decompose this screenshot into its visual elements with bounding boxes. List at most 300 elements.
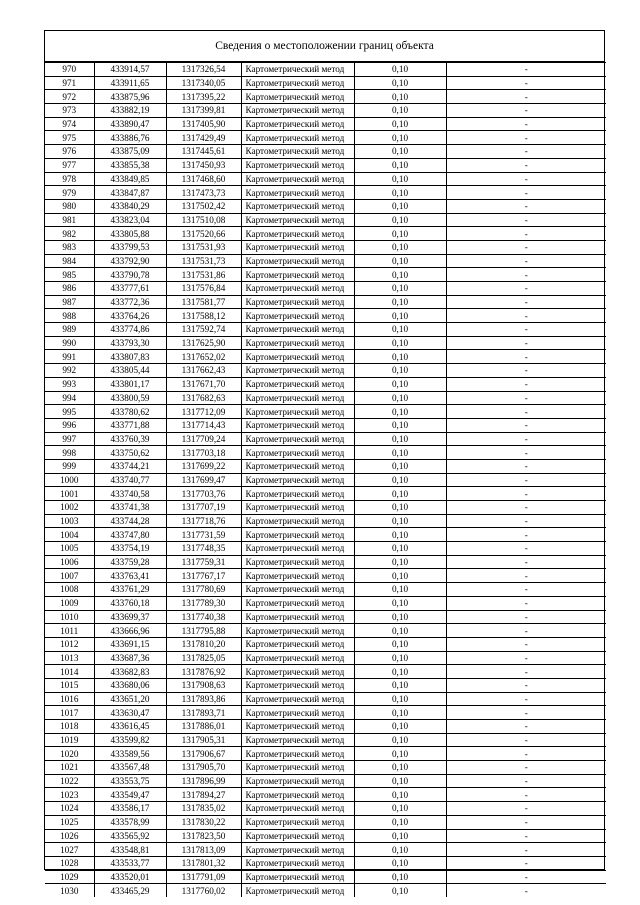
point-number-cell: 1026 xyxy=(45,829,94,843)
point-number-cell: 1002 xyxy=(45,501,94,515)
method-cell: Картометрический метод xyxy=(241,720,354,734)
description-cell: - xyxy=(446,377,606,391)
y-coordinate-cell: 1317894,27 xyxy=(166,788,241,802)
x-coordinate-cell: 433599,82 xyxy=(94,733,166,747)
x-coordinate-cell: 433875,09 xyxy=(94,145,166,159)
table-row xyxy=(45,774,606,788)
description-cell: - xyxy=(446,295,606,309)
accuracy-cell: 0,10 xyxy=(354,788,446,802)
table-body xyxy=(45,63,606,897)
method-cell: Картометрический метод xyxy=(241,309,354,323)
accuracy-cell: 0,10 xyxy=(354,528,446,542)
point-number-cell: 1011 xyxy=(45,624,94,638)
x-coordinate-cell: 433882,19 xyxy=(94,104,166,118)
method-cell: Картометрический метод xyxy=(241,240,354,254)
accuracy-cell: 0,10 xyxy=(354,117,446,131)
accuracy-cell: 0,10 xyxy=(354,227,446,241)
method-cell: Картометрический метод xyxy=(241,145,354,159)
table-row xyxy=(45,391,606,405)
accuracy-cell: 0,10 xyxy=(354,377,446,391)
description-cell: - xyxy=(446,815,606,829)
point-number-cell: 1010 xyxy=(45,610,94,624)
accuracy-cell: 0,10 xyxy=(354,158,446,172)
description-cell: - xyxy=(446,172,606,186)
method-cell: Картометрический метод xyxy=(241,747,354,761)
x-coordinate-cell: 433741,38 xyxy=(94,501,166,515)
y-coordinate-cell: 1317876,92 xyxy=(166,665,241,679)
accuracy-cell: 0,10 xyxy=(354,706,446,720)
method-cell: Картометрический метод xyxy=(241,678,354,692)
description-cell: - xyxy=(446,870,606,884)
description-cell: - xyxy=(446,720,606,734)
y-coordinate-cell: 1317795,88 xyxy=(166,624,241,638)
method-cell: Картометрический метод xyxy=(241,418,354,432)
point-number-cell: 1027 xyxy=(45,843,94,857)
accuracy-cell: 0,10 xyxy=(354,501,446,515)
accuracy-cell: 0,10 xyxy=(354,884,446,897)
table-row xyxy=(45,665,606,679)
table-row xyxy=(45,104,606,118)
point-number-cell: 970 xyxy=(45,63,94,77)
x-coordinate-cell: 433886,76 xyxy=(94,131,166,145)
table-row xyxy=(45,336,606,350)
method-cell: Картометрический метод xyxy=(241,692,354,706)
y-coordinate-cell: 1317712,09 xyxy=(166,405,241,419)
boundary-points-table xyxy=(45,62,606,897)
method-cell: Картометрический метод xyxy=(241,295,354,309)
x-coordinate-cell: 433761,29 xyxy=(94,583,166,597)
x-coordinate-cell: 433793,30 xyxy=(94,336,166,350)
description-cell: - xyxy=(446,254,606,268)
table-row xyxy=(45,624,606,638)
method-cell: Картометрический метод xyxy=(241,487,354,501)
description-cell: - xyxy=(446,747,606,761)
point-number-cell: 989 xyxy=(45,323,94,337)
table-row xyxy=(45,432,606,446)
table-row xyxy=(45,254,606,268)
point-number-cell: 974 xyxy=(45,117,94,131)
y-coordinate-cell: 1317896,99 xyxy=(166,774,241,788)
x-coordinate-cell: 433750,62 xyxy=(94,446,166,460)
accuracy-cell: 0,10 xyxy=(354,309,446,323)
y-coordinate-cell: 1317510,08 xyxy=(166,213,241,227)
y-coordinate-cell: 1317502,42 xyxy=(166,199,241,213)
method-cell: Картометрический метод xyxy=(241,336,354,350)
point-number-cell: 973 xyxy=(45,104,94,118)
point-number-cell: 977 xyxy=(45,158,94,172)
table-row xyxy=(45,596,606,610)
x-coordinate-cell: 433549,47 xyxy=(94,788,166,802)
description-cell: - xyxy=(446,364,606,378)
point-number-cell: 998 xyxy=(45,446,94,460)
point-number-cell: 1016 xyxy=(45,692,94,706)
description-cell: - xyxy=(446,186,606,200)
point-number-cell: 978 xyxy=(45,172,94,186)
point-number-cell: 981 xyxy=(45,213,94,227)
y-coordinate-cell: 1317718,76 xyxy=(166,514,241,528)
accuracy-cell: 0,10 xyxy=(354,405,446,419)
table-row xyxy=(45,90,606,104)
accuracy-cell: 0,10 xyxy=(354,815,446,829)
description-cell: - xyxy=(446,501,606,515)
table-row xyxy=(45,199,606,213)
accuracy-cell: 0,10 xyxy=(354,282,446,296)
method-cell: Картометрический метод xyxy=(241,514,354,528)
table-row xyxy=(45,692,606,706)
point-number-cell: 993 xyxy=(45,377,94,391)
description-cell: - xyxy=(446,418,606,432)
table-row xyxy=(45,569,606,583)
accuracy-cell: 0,10 xyxy=(354,391,446,405)
point-number-cell: 1005 xyxy=(45,542,94,556)
description-cell: - xyxy=(446,350,606,364)
point-number-cell: 1001 xyxy=(45,487,94,501)
table-row xyxy=(45,323,606,337)
y-coordinate-cell: 1317767,17 xyxy=(166,569,241,583)
x-coordinate-cell: 433616,45 xyxy=(94,720,166,734)
description-cell: - xyxy=(446,487,606,501)
accuracy-cell: 0,10 xyxy=(354,583,446,597)
y-coordinate-cell: 1317709,24 xyxy=(166,432,241,446)
table-row xyxy=(45,350,606,364)
description-cell: - xyxy=(446,610,606,624)
method-cell: Картометрический метод xyxy=(241,227,354,241)
x-coordinate-cell: 433805,88 xyxy=(94,227,166,241)
y-coordinate-cell: 1317576,84 xyxy=(166,282,241,296)
x-coordinate-cell: 433875,96 xyxy=(94,90,166,104)
table-row xyxy=(45,747,606,761)
point-number-cell: 994 xyxy=(45,391,94,405)
method-cell: Картометрический метод xyxy=(241,802,354,816)
method-cell: Картометрический метод xyxy=(241,104,354,118)
point-number-cell: 1000 xyxy=(45,473,94,487)
accuracy-cell: 0,10 xyxy=(354,761,446,775)
table-row xyxy=(45,829,606,843)
accuracy-cell: 0,10 xyxy=(354,473,446,487)
y-coordinate-cell: 1317395,22 xyxy=(166,90,241,104)
y-coordinate-cell: 1317813,09 xyxy=(166,843,241,857)
description-cell: - xyxy=(446,528,606,542)
x-coordinate-cell: 433774,86 xyxy=(94,323,166,337)
accuracy-cell: 0,10 xyxy=(354,459,446,473)
point-number-cell: 1030 xyxy=(45,884,94,897)
table-row xyxy=(45,145,606,159)
point-number-cell: 996 xyxy=(45,418,94,432)
method-cell: Картометрический метод xyxy=(241,788,354,802)
accuracy-cell: 0,10 xyxy=(354,856,446,870)
boundary-table-frame xyxy=(44,30,605,896)
x-coordinate-cell: 433759,28 xyxy=(94,555,166,569)
table-row xyxy=(45,583,606,597)
accuracy-cell: 0,10 xyxy=(354,63,446,77)
accuracy-cell: 0,10 xyxy=(354,295,446,309)
table-row xyxy=(45,802,606,816)
table-row xyxy=(45,364,606,378)
x-coordinate-cell: 433840,29 xyxy=(94,199,166,213)
y-coordinate-cell: 1317625,90 xyxy=(166,336,241,350)
accuracy-cell: 0,10 xyxy=(354,145,446,159)
x-coordinate-cell: 433760,39 xyxy=(94,432,166,446)
method-cell: Картометрический метод xyxy=(241,350,354,364)
method-cell: Картометрический метод xyxy=(241,501,354,515)
x-coordinate-cell: 433578,99 xyxy=(94,815,166,829)
x-coordinate-cell: 433764,26 xyxy=(94,309,166,323)
y-coordinate-cell: 1317450,93 xyxy=(166,158,241,172)
table-row xyxy=(45,487,606,501)
point-number-cell: 1009 xyxy=(45,596,94,610)
table-row xyxy=(45,528,606,542)
x-coordinate-cell: 433780,62 xyxy=(94,405,166,419)
y-coordinate-cell: 1317703,76 xyxy=(166,487,241,501)
y-coordinate-cell: 1317707,19 xyxy=(166,501,241,515)
description-cell: - xyxy=(446,692,606,706)
y-coordinate-cell: 1317581,77 xyxy=(166,295,241,309)
x-coordinate-cell: 433801,17 xyxy=(94,377,166,391)
point-number-cell: 1017 xyxy=(45,706,94,720)
y-coordinate-cell: 1317520,66 xyxy=(166,227,241,241)
x-coordinate-cell: 433777,61 xyxy=(94,282,166,296)
table-row xyxy=(45,815,606,829)
method-cell: Картометрический метод xyxy=(241,131,354,145)
description-cell: - xyxy=(446,678,606,692)
accuracy-cell: 0,10 xyxy=(354,240,446,254)
point-number-cell: 1003 xyxy=(45,514,94,528)
point-number-cell: 1006 xyxy=(45,555,94,569)
accuracy-cell: 0,10 xyxy=(354,870,446,884)
method-cell: Картометрический метод xyxy=(241,596,354,610)
method-cell: Картометрический метод xyxy=(241,665,354,679)
point-number-cell: 1004 xyxy=(45,528,94,542)
table-row xyxy=(45,720,606,734)
x-coordinate-cell: 433740,58 xyxy=(94,487,166,501)
y-coordinate-cell: 1317731,59 xyxy=(166,528,241,542)
accuracy-cell: 0,10 xyxy=(354,418,446,432)
y-coordinate-cell: 1317905,70 xyxy=(166,761,241,775)
method-cell: Картометрический метод xyxy=(241,884,354,897)
method-cell: Картометрический метод xyxy=(241,282,354,296)
accuracy-cell: 0,10 xyxy=(354,720,446,734)
description-cell: - xyxy=(446,446,606,460)
x-coordinate-cell: 433699,37 xyxy=(94,610,166,624)
x-coordinate-cell: 433747,80 xyxy=(94,528,166,542)
table-row xyxy=(45,172,606,186)
point-number-cell: 1022 xyxy=(45,774,94,788)
point-number-cell: 1024 xyxy=(45,802,94,816)
y-coordinate-cell: 1317671,70 xyxy=(166,377,241,391)
y-coordinate-cell: 1317699,22 xyxy=(166,459,241,473)
y-coordinate-cell: 1317429,49 xyxy=(166,131,241,145)
method-cell: Картометрический метод xyxy=(241,774,354,788)
table-row xyxy=(45,870,606,884)
y-coordinate-cell: 1317830,22 xyxy=(166,815,241,829)
description-cell: - xyxy=(446,282,606,296)
x-coordinate-cell: 433744,21 xyxy=(94,459,166,473)
x-coordinate-cell: 433823,04 xyxy=(94,213,166,227)
table-row xyxy=(45,843,606,857)
method-cell: Картометрический метод xyxy=(241,651,354,665)
table-row xyxy=(45,418,606,432)
description-cell: - xyxy=(446,665,606,679)
y-coordinate-cell: 1317893,86 xyxy=(166,692,241,706)
table-row xyxy=(45,733,606,747)
x-coordinate-cell: 433792,90 xyxy=(94,254,166,268)
accuracy-cell: 0,10 xyxy=(354,637,446,651)
table-row xyxy=(45,282,606,296)
y-coordinate-cell: 1317652,02 xyxy=(166,350,241,364)
point-number-cell: 971 xyxy=(45,76,94,90)
point-number-cell: 991 xyxy=(45,350,94,364)
description-cell: - xyxy=(446,514,606,528)
description-cell: - xyxy=(446,213,606,227)
accuracy-cell: 0,10 xyxy=(354,254,446,268)
y-coordinate-cell: 1317682,63 xyxy=(166,391,241,405)
point-number-cell: 984 xyxy=(45,254,94,268)
method-cell: Картометрический метод xyxy=(241,213,354,227)
accuracy-cell: 0,10 xyxy=(354,104,446,118)
x-coordinate-cell: 433548,81 xyxy=(94,843,166,857)
description-cell: - xyxy=(446,788,606,802)
method-cell: Картометрический метод xyxy=(241,158,354,172)
accuracy-cell: 0,10 xyxy=(354,199,446,213)
accuracy-cell: 0,10 xyxy=(354,350,446,364)
point-number-cell: 1013 xyxy=(45,651,94,665)
description-cell: - xyxy=(446,473,606,487)
point-number-cell: 1014 xyxy=(45,665,94,679)
description-cell: - xyxy=(446,624,606,638)
y-coordinate-cell: 1317789,30 xyxy=(166,596,241,610)
description-cell: - xyxy=(446,596,606,610)
table-row xyxy=(45,309,606,323)
table-row xyxy=(45,213,606,227)
x-coordinate-cell: 433465,29 xyxy=(94,884,166,897)
table-row xyxy=(45,610,606,624)
method-cell: Картометрический метод xyxy=(241,405,354,419)
method-cell: Картометрический метод xyxy=(241,391,354,405)
table-row xyxy=(45,788,606,802)
method-cell: Картометрический метод xyxy=(241,815,354,829)
y-coordinate-cell: 1317468,60 xyxy=(166,172,241,186)
y-coordinate-cell: 1317780,69 xyxy=(166,583,241,597)
y-coordinate-cell: 1317340,05 xyxy=(166,76,241,90)
y-coordinate-cell: 1317703,18 xyxy=(166,446,241,460)
point-number-cell: 1019 xyxy=(45,733,94,747)
description-cell: - xyxy=(446,583,606,597)
table-row xyxy=(45,186,606,200)
method-cell: Картометрический метод xyxy=(241,473,354,487)
table-row xyxy=(45,678,606,692)
point-number-cell: 982 xyxy=(45,227,94,241)
point-number-cell: 1018 xyxy=(45,720,94,734)
accuracy-cell: 0,10 xyxy=(354,323,446,337)
description-cell: - xyxy=(446,856,606,870)
x-coordinate-cell: 433651,20 xyxy=(94,692,166,706)
x-coordinate-cell: 433553,75 xyxy=(94,774,166,788)
table-row xyxy=(45,131,606,145)
method-cell: Картометрический метод xyxy=(241,870,354,884)
x-coordinate-cell: 433805,44 xyxy=(94,364,166,378)
accuracy-cell: 0,10 xyxy=(354,651,446,665)
accuracy-cell: 0,10 xyxy=(354,596,446,610)
method-cell: Картометрический метод xyxy=(241,459,354,473)
x-coordinate-cell: 433740,77 xyxy=(94,473,166,487)
x-coordinate-cell: 433849,85 xyxy=(94,172,166,186)
table-row xyxy=(45,761,606,775)
table-row xyxy=(45,240,606,254)
table-row xyxy=(45,884,606,897)
accuracy-cell: 0,10 xyxy=(354,733,446,747)
accuracy-cell: 0,10 xyxy=(354,172,446,186)
point-number-cell: 1021 xyxy=(45,761,94,775)
x-coordinate-cell: 433691,15 xyxy=(94,637,166,651)
y-coordinate-cell: 1317893,71 xyxy=(166,706,241,720)
y-coordinate-cell: 1317748,35 xyxy=(166,542,241,556)
y-coordinate-cell: 1317699,47 xyxy=(166,473,241,487)
y-coordinate-cell: 1317801,32 xyxy=(166,856,241,870)
accuracy-cell: 0,10 xyxy=(354,336,446,350)
method-cell: Картометрический метод xyxy=(241,377,354,391)
x-coordinate-cell: 433800,59 xyxy=(94,391,166,405)
method-cell: Картометрический метод xyxy=(241,63,354,77)
point-number-cell: 1015 xyxy=(45,678,94,692)
y-coordinate-cell: 1317760,02 xyxy=(166,884,241,897)
description-cell: - xyxy=(446,240,606,254)
x-coordinate-cell: 433687,36 xyxy=(94,651,166,665)
method-cell: Картометрический метод xyxy=(241,829,354,843)
description-cell: - xyxy=(446,323,606,337)
y-coordinate-cell: 1317531,86 xyxy=(166,268,241,282)
table-row xyxy=(45,555,606,569)
point-number-cell: 975 xyxy=(45,131,94,145)
accuracy-cell: 0,10 xyxy=(354,487,446,501)
method-cell: Картометрический метод xyxy=(241,610,354,624)
y-coordinate-cell: 1317592,74 xyxy=(166,323,241,337)
y-coordinate-cell: 1317588,12 xyxy=(166,309,241,323)
x-coordinate-cell: 433565,92 xyxy=(94,829,166,843)
x-coordinate-cell: 433520,01 xyxy=(94,870,166,884)
accuracy-cell: 0,10 xyxy=(354,542,446,556)
description-cell: - xyxy=(446,829,606,843)
method-cell: Картометрический метод xyxy=(241,528,354,542)
point-number-cell: 986 xyxy=(45,282,94,296)
table-row xyxy=(45,637,606,651)
x-coordinate-cell: 433682,83 xyxy=(94,665,166,679)
x-coordinate-cell: 433911,65 xyxy=(94,76,166,90)
x-coordinate-cell: 433744,28 xyxy=(94,514,166,528)
y-coordinate-cell: 1317905,31 xyxy=(166,733,241,747)
y-coordinate-cell: 1317823,50 xyxy=(166,829,241,843)
method-cell: Картометрический метод xyxy=(241,542,354,556)
x-coordinate-cell: 433763,41 xyxy=(94,569,166,583)
accuracy-cell: 0,10 xyxy=(354,131,446,145)
accuracy-cell: 0,10 xyxy=(354,665,446,679)
point-number-cell: 976 xyxy=(45,145,94,159)
method-cell: Картометрический метод xyxy=(241,637,354,651)
table-row xyxy=(45,63,606,77)
y-coordinate-cell: 1317825,05 xyxy=(166,651,241,665)
y-coordinate-cell: 1317445,61 xyxy=(166,145,241,159)
table-row xyxy=(45,501,606,515)
x-coordinate-cell: 433533,77 xyxy=(94,856,166,870)
description-cell: - xyxy=(446,405,606,419)
method-cell: Картометрический метод xyxy=(241,856,354,870)
table-row xyxy=(45,377,606,391)
accuracy-cell: 0,10 xyxy=(354,213,446,227)
method-cell: Картометрический метод xyxy=(241,323,354,337)
x-coordinate-cell: 433807,83 xyxy=(94,350,166,364)
y-coordinate-cell: 1317662,43 xyxy=(166,364,241,378)
description-cell: - xyxy=(446,90,606,104)
y-coordinate-cell: 1317405,90 xyxy=(166,117,241,131)
